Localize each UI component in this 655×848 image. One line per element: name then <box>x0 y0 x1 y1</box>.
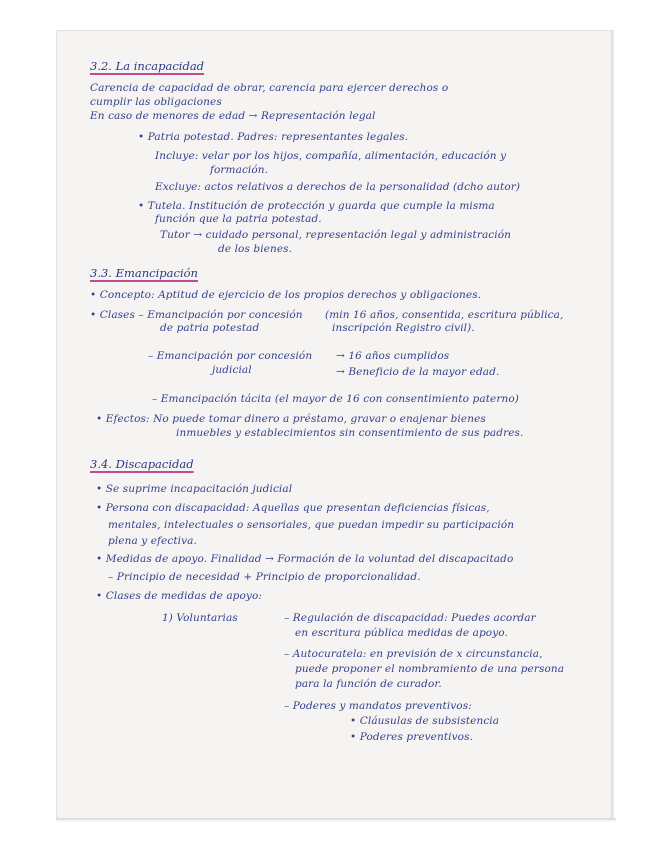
note-bullet: • Efectos: No puede tomar dinero a préstamo, gravar o enajenar bienes <box>96 413 486 425</box>
note-line: puede proponer el nombramiento de una persona <box>295 663 565 675</box>
note-line: de patria potestad <box>160 322 260 334</box>
note-line: (min 16 años, consentida, escritura pública, <box>325 309 564 321</box>
note-line: de los bienes. <box>218 243 293 255</box>
note-bullet: • Persona con discapacidad: Aquellas que presentan deficiencias físicas, <box>96 502 490 514</box>
note-line: En caso de menores de edad → Representación legal <box>90 110 376 122</box>
note-bullet: • Clases de medidas de apoyo: <box>96 590 263 602</box>
note-line: inscripción Registro civil). <box>332 322 475 334</box>
note-line: mentales, intelectuales o sensoriales, que puedan impedir su participación <box>108 519 515 531</box>
note-line: plena y efectiva. <box>108 535 197 547</box>
note-line: 1) Voluntarias <box>162 612 238 624</box>
note-line: – Emancipación por concesión <box>148 350 313 362</box>
note-line: Incluye: velar por los hijos, compañía, alimentación, educación y <box>155 150 507 162</box>
page-shadow-bottom <box>56 818 616 822</box>
note-line: judicial <box>212 364 252 376</box>
note-bullet: • Clases – Emancipación por concesión <box>90 309 303 321</box>
note-line: – Regulación de discapacidad: Puedes acordar <box>284 612 536 624</box>
note-line: – Emancipación tácita (el mayor de 16 con consentimiento paterno) <box>152 393 519 405</box>
note-line: Excluye: actos relativos a derechos de la personalidad (dcho autor) <box>155 181 521 193</box>
note-bullet: • Se suprime incapacitación judicial <box>96 483 293 495</box>
note-line: inmuebles y establecimientos sin consentimiento de sus padres. <box>176 427 524 439</box>
page-shadow-right <box>611 30 615 820</box>
note-bullet: • Concepto: Aptitud de ejercicio de los propios derechos y obligaciones. <box>90 289 482 301</box>
note-line: Tutor → cuidado personal, representación legal y administración <box>160 229 512 241</box>
section-32-heading: 3.2. La incapacidad <box>90 59 205 73</box>
note-bullet: • Tutela. Institución de protección y guarda que cumple la misma <box>138 200 495 212</box>
note-line: Carencia de capacidad de obrar, carencia para ejercer derechos o <box>90 82 449 94</box>
note-line: función que la patria potestad. <box>155 213 322 225</box>
note-line: en escritura pública medidas de apoyo. <box>295 627 508 639</box>
note-bullet: • Poderes preventivos. <box>350 731 474 743</box>
note-line: cumplir las obligaciones <box>90 96 222 108</box>
note-line: para la función de curador. <box>295 678 442 690</box>
note-line: – Autocuratela: en previsión de x circunstancia, <box>284 648 543 660</box>
note-line: – Poderes y mandatos preventivos: <box>284 700 472 712</box>
note-line: → Beneficio de la mayor edad. <box>336 366 500 378</box>
note-line: → 16 años cumplidos <box>336 350 450 362</box>
section-34-heading: 3.4. Discapacidad <box>90 457 194 471</box>
note-line: – Principio de necesidad + Principio de proporcionalidad. <box>108 571 421 583</box>
note-line: formación. <box>210 164 269 176</box>
note-bullet: • Patria potestad. Padres: representantes legales. <box>138 131 409 143</box>
note-bullet: • Medidas de apoyo. Finalidad → Formación de la voluntad del discapacitado <box>96 553 514 565</box>
note-bullet: • Cláusulas de subsistencia <box>350 715 500 727</box>
section-33-heading: 3.3. Emancipación <box>90 266 198 280</box>
